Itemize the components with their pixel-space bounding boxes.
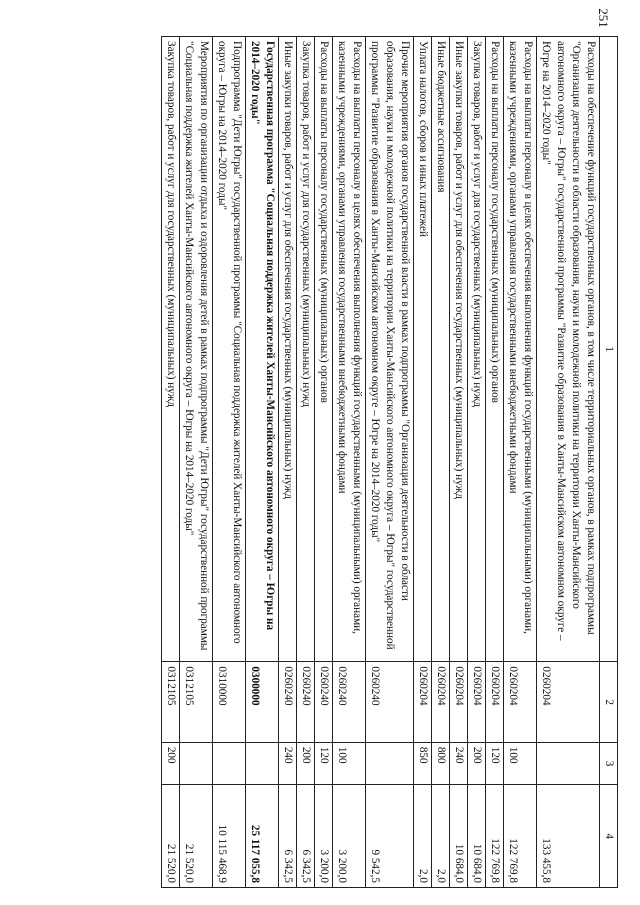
row-code: 0260204 xyxy=(468,662,486,742)
row-expense-type xyxy=(213,742,246,784)
row-expense-type xyxy=(246,742,279,784)
row-amount: 21 520,0 xyxy=(180,785,213,888)
row-name: Расходы на выплаты персоналу в целях обеспечения выполнения функций государственными (муниципальными) органами, казенными учреждениями, органами управления государственными внебюджетными фондами xyxy=(504,37,537,662)
table-row xyxy=(333,37,366,888)
row-name: Закупка товаров, работ и услуг для государственных (муниципальных) нужд xyxy=(162,37,180,662)
table-row xyxy=(213,37,246,888)
row-expense-type xyxy=(180,742,213,784)
row-expense-type xyxy=(366,742,414,784)
row-expense-type: 200 xyxy=(162,742,180,784)
row-name: Государственная программа "Социальная поддержка жителей Ханты-Мансийского автономного округа – Югры на 2014–2020 годы" xyxy=(246,37,279,662)
row-code: 0260240 xyxy=(297,662,315,742)
table-body xyxy=(162,37,600,888)
row-code: 0312105 xyxy=(180,662,213,742)
row-code: 0260240 xyxy=(279,662,297,742)
header-col-1: 1 xyxy=(600,37,618,662)
row-code: 0260240 xyxy=(366,662,414,742)
row-amount: 25 117 055,8 xyxy=(246,785,279,888)
row-expense-type: 100 xyxy=(333,742,366,784)
row-expense-type xyxy=(537,742,600,784)
table-row xyxy=(504,37,537,888)
row-amount: 6 342,5 xyxy=(297,785,315,888)
row-name: Мероприятия по организации отдыха и оздоровления детей в рамках подпрограммы "Дети Югры" государственной программы "Социальная поддержка жителей Ханты-Мансийского автономного округа – Югры на 2014–2020 годы" xyxy=(180,37,213,662)
row-name: Уплата налогов, сборов и иных платежей xyxy=(414,37,432,662)
row-expense-type: 240 xyxy=(450,742,468,784)
header-col-4: 4 xyxy=(600,785,618,888)
budget-table xyxy=(161,36,618,888)
row-name: Расходы на выплаты персоналу государственных (муниципальных) органов xyxy=(486,37,504,662)
row-name: Закупка товаров, работ и услуг для государственных (муниципальных) нужд xyxy=(297,37,315,662)
row-amount: 3 200,0 xyxy=(315,785,333,888)
table-row xyxy=(366,37,414,888)
table-row xyxy=(468,37,486,888)
row-code: 0260240 xyxy=(333,662,366,742)
row-code: 0260240 xyxy=(315,662,333,742)
row-name: Закупка товаров, работ и услуг для государственных (муниципальных) нужд xyxy=(468,37,486,662)
row-name: Расходы на выплаты персоналу государственных (муниципальных) органов xyxy=(315,37,333,662)
row-name: Иные бюджетные ассигнования xyxy=(432,37,450,662)
row-amount: 122 769,8 xyxy=(504,785,537,888)
table-row xyxy=(297,37,315,888)
row-amount: 9 542,5 xyxy=(366,785,414,888)
row-amount: 122 769,8 xyxy=(486,785,504,888)
table-row xyxy=(537,37,600,888)
row-code: 0260204 xyxy=(537,662,600,742)
row-name: Расходы на выплаты персоналу в целях обеспечения выполнения функций государственными (муниципальными) органами, казенными учреждениями, органами управления государственными внебюджетными фондами xyxy=(333,37,366,662)
row-expense-type: 850 xyxy=(414,742,432,784)
row-expense-type: 120 xyxy=(315,742,333,784)
row-amount: 10 684,0 xyxy=(450,785,468,888)
row-name: Расходы на обеспечение функций государственных органов, в том числе территориальных органов, в рамках подпрограммы "Организация деятельности в области образования, науки и молодежной политики на территории Ханты-Мансийского автономного округа – Югры" государственной программы "Развитие образования в Ханты-Мансийском автономном округе – Югре на 2014–2020 годы" xyxy=(537,37,600,662)
table-row xyxy=(432,37,450,888)
row-code: 0260204 xyxy=(504,662,537,742)
page-number: 251 xyxy=(595,8,611,28)
table-row xyxy=(246,37,279,888)
row-name: Иные закупки товаров, работ и услуг для обеспечения государственных (муниципальных) нужд xyxy=(450,37,468,662)
header-col-3: 3 xyxy=(600,742,618,784)
budget-table-sheet xyxy=(88,36,618,888)
row-expense-type: 240 xyxy=(279,742,297,784)
row-amount: 10 115 468,9 xyxy=(213,785,246,888)
row-amount: 3 200,0 xyxy=(333,785,366,888)
row-amount: 6 342,5 xyxy=(279,785,297,888)
header-col-2: 2 xyxy=(600,662,618,742)
row-amount: 2,0 xyxy=(432,785,450,888)
table-row xyxy=(279,37,297,888)
header-row xyxy=(600,37,618,888)
row-code: 0310000 xyxy=(213,662,246,742)
row-amount: 2,0 xyxy=(414,785,432,888)
row-amount: 133 455,8 xyxy=(537,785,600,888)
row-name: Прочие мероприятия органов государственной власти в рамках подпрограммы "Организация деятельности в области образования, науки и молодежной политики на территории Ханты-Мансийского автономного округа – Югры" государственной программы "Развитие образования в Ханты-Мансийском автономном округе – Югре на 2014–2020 годы" xyxy=(366,37,414,662)
table-row xyxy=(315,37,333,888)
row-expense-type: 800 xyxy=(432,742,450,784)
table-row xyxy=(450,37,468,888)
row-code: 0260204 xyxy=(450,662,468,742)
row-expense-type: 100 xyxy=(504,742,537,784)
row-code: 0260204 xyxy=(486,662,504,742)
row-amount: 21 520,0 xyxy=(162,785,180,888)
row-name: Подпрограмма "Дети Югры" государственной программы "Социальная поддержка жителей Ханты-Мансийского автономного округа – Югры на 2014–2020 годы" xyxy=(213,37,246,662)
row-expense-type: 120 xyxy=(486,742,504,784)
table-row xyxy=(414,37,432,888)
table-row xyxy=(162,37,180,888)
row-code: 0260204 xyxy=(414,662,432,742)
table-row xyxy=(180,37,213,888)
row-expense-type: 200 xyxy=(297,742,315,784)
table-row xyxy=(486,37,504,888)
row-name: Иные закупки товаров, работ и услуг для обеспечения государственных (муниципальных) нужд xyxy=(279,37,297,662)
row-expense-type: 200 xyxy=(468,742,486,784)
row-code: 0312105 xyxy=(162,662,180,742)
row-code: 0260204 xyxy=(432,662,450,742)
row-code: 0300000 xyxy=(246,662,279,742)
row-amount: 10 684,0 xyxy=(468,785,486,888)
